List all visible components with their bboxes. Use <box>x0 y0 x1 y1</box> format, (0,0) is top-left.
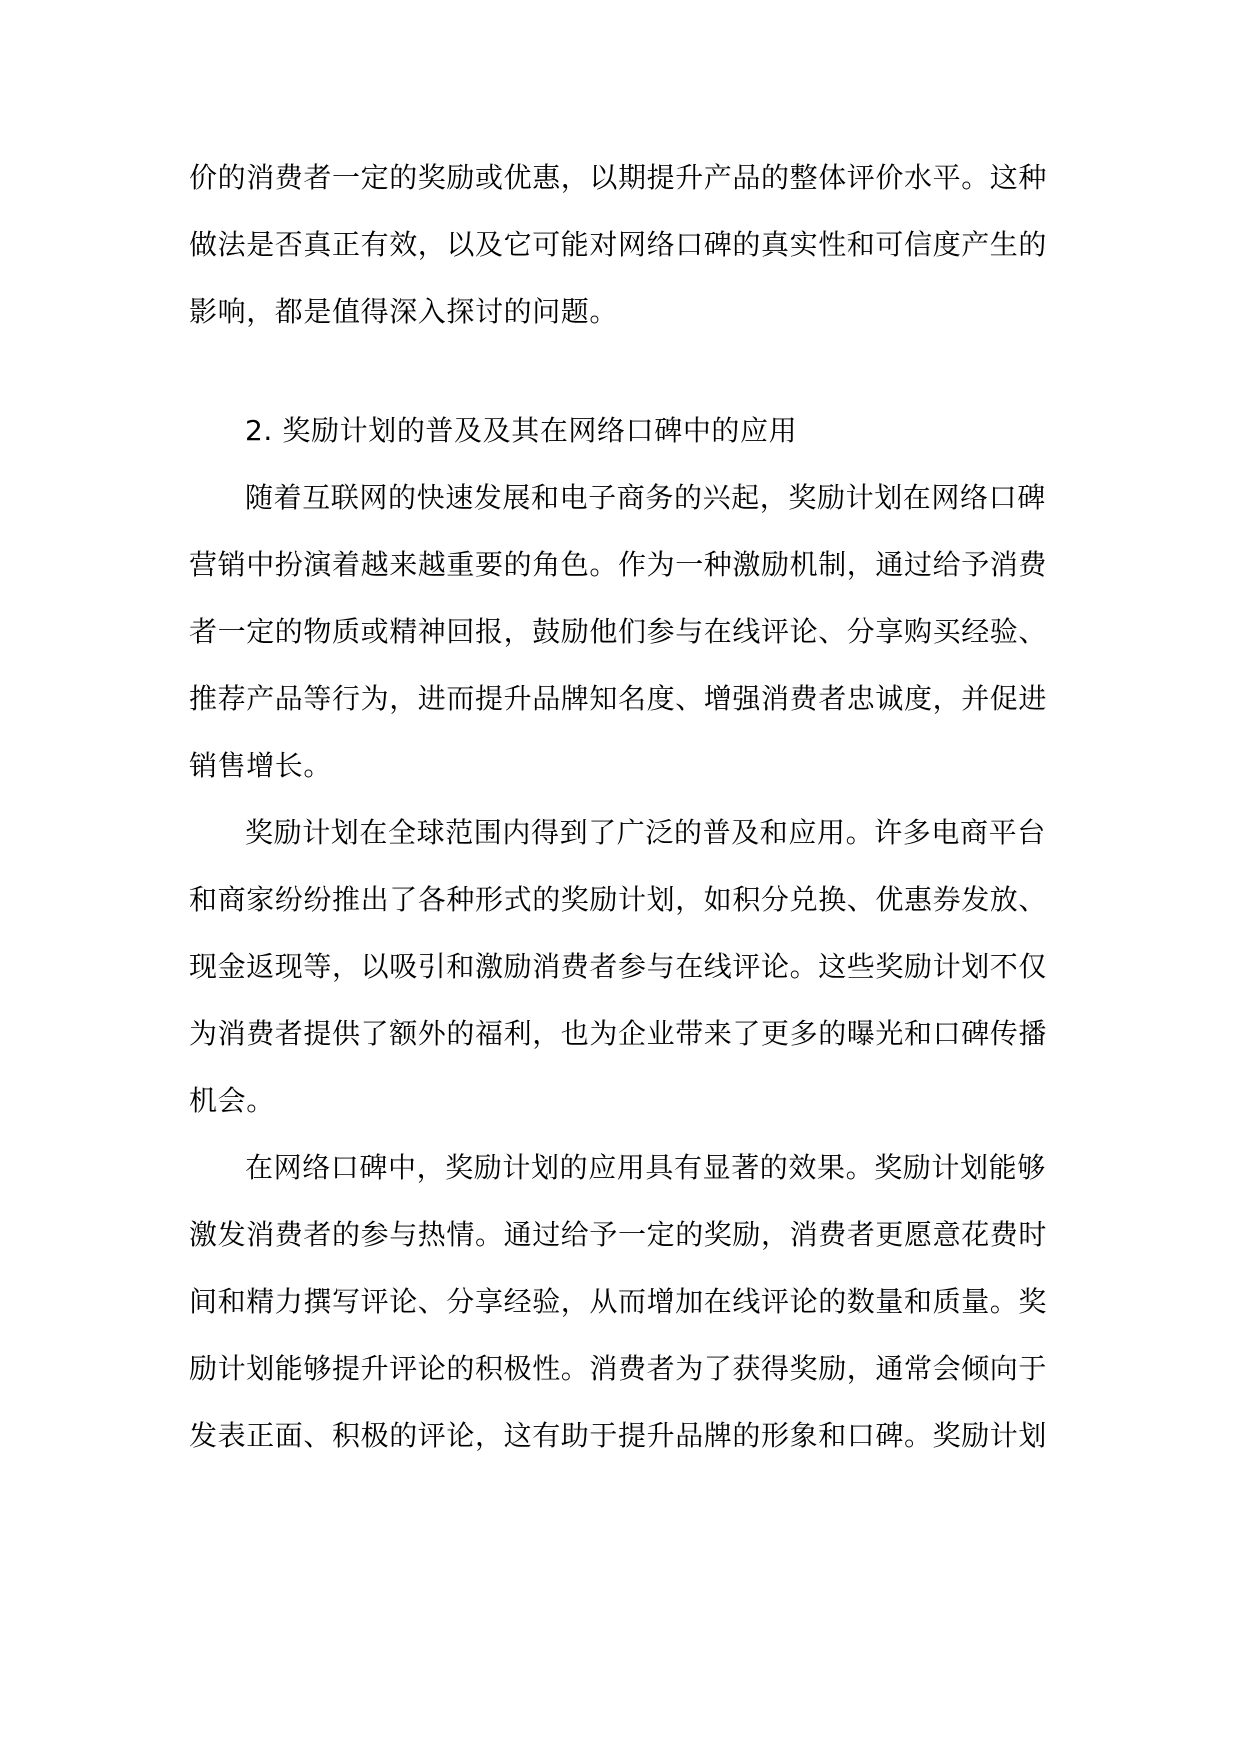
text-line: 做法是否真正有效，以及它可能对网络口碑的真实性和可信度产生的 <box>189 228 1048 261</box>
text-line: 机会。 <box>189 1084 275 1117</box>
text-line: 为消费者提供了额外的福利，也为企业带来了更多的曝光和口碑传播 <box>189 1017 1048 1050</box>
text-line: 销售增长。 <box>189 749 333 782</box>
text-line: 励计划能够提升评论的积极性。消费者为了获得奖励，通常会倾向于 <box>189 1352 1048 1385</box>
section-spacer <box>189 345 1057 397</box>
paragraph-rise-of-reward-programs <box>189 464 1057 799</box>
text-line: 影响，都是值得深入探讨的问题。 <box>189 295 619 328</box>
text-line: 推荐产品等行为，进而提升品牌知名度、增强消费者忠诚度，并促进 <box>189 682 1048 715</box>
text-line: 和商家纷纷推出了各种形式的奖励计划，如积分兑换、优惠券发放、 <box>189 883 1048 916</box>
text-line: 价的消费者一定的奖励或优惠，以期提升产品的整体评价水平。这种 <box>189 161 1048 194</box>
text-line: 在网络口碑中，奖励计划的应用具有显著的效果。奖励计划能够 <box>245 1151 1046 1184</box>
paragraph-effects-in-word-of-mouth <box>189 1134 1057 1469</box>
text-line: 营销中扮演着越来越重要的角色。作为一种激励机制，通过给予消费 <box>189 548 1048 581</box>
page-body <box>189 144 1057 1469</box>
text-line: 奖励计划在全球范围内得到了广泛的普及和应用。许多电商平台 <box>245 816 1046 849</box>
text-line: 间和精力撰写评论、分享经验，从而增加在线评论的数量和质量。奖 <box>189 1285 1048 1318</box>
text-line: 现金返现等，以吸引和激励消费者参与在线评论。这些奖励计划不仅 <box>189 950 1048 983</box>
text-line: 随着互联网的快速发展和电子商务的兴起，奖励计划在网络口碑 <box>245 481 1046 514</box>
section-heading: 2. 奖励计划的普及及其在网络口碑中的应用 <box>245 414 798 447</box>
paragraph-global-adoption <box>189 799 1057 1134</box>
text-line: 激发消费者的参与热情。通过给予一定的奖励，消费者更愿意花费时 <box>189 1218 1048 1251</box>
text-line: 发表正面、积极的评论，这有助于提升品牌的形象和口碑。奖励计划 <box>189 1419 1048 1452</box>
text-line: 者一定的物质或精神回报，鼓励他们参与在线评论、分享购买经验、 <box>189 615 1048 648</box>
paragraph-continuation <box>189 144 1057 345</box>
